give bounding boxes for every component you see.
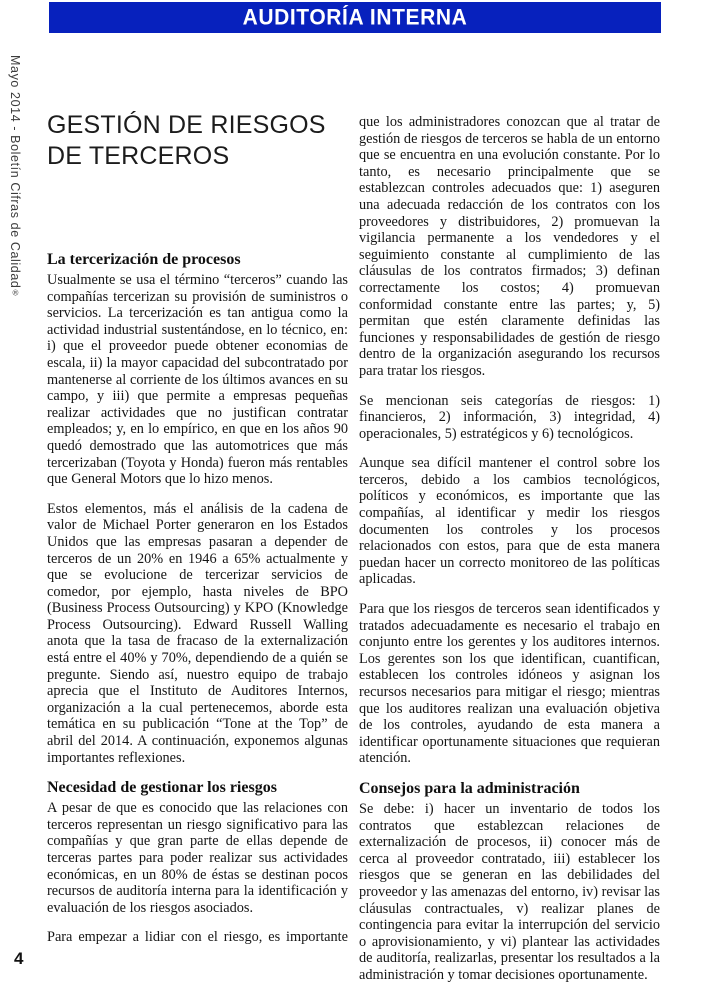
- paragraph-control-terceros: Aunque sea difícil mantener el control sobre los terceros, debido a los cambios tecnológicos, políticos y económicos, es importante que las compañías, al identificar y medir los riesgos documenten los controles y los procesos relacionados con estos, para que de esta manera puedan hacer un correcto monitoreo de las políticas aplicadas.: [359, 455, 660, 588]
- article-body: [47, 106, 660, 984]
- paragraph-consejos: Se debe: i) hacer un inventario de todos los contratos que establezcan relaciones de externalización de procesos, ii) conocer más de cerca al proveedor contratado, iii) establecer los riesgos que se generan en las debilidades del proveedor y las amenazas del entorno, iv) revisar las cláusulas contractuales, v) realizar planes de contingencia para evitar la interrupción del servicio o aprovisionamiento, y vi) plantear las actividades de auditoría, realizarlas, presentar los resultados a la administración y tomar decisiones oportunamente.: [359, 800, 660, 983]
- sidebar-vertical-imprint: [8, 55, 22, 298]
- paragraph-gerentes-auditores: Para que los riesgos de terceros sean identificados y tratados adecuadamente es necesario el trabajo en conjunto entre los gerentes y los auditores internos. Los gerentes son los que identifican, cuantifican, establecen los controles idóneos y asignan los recursos necesarios para mitigar el riesgo; mientras que los auditores realizan una evaluación objetiva de los controles, ayudando de esta manera a identificar oportunamente situaciones que requieran atención.: [359, 601, 660, 767]
- paragraph-necesidad-2-start: Para empezar a lidiar con el riesgo, es importante: [47, 929, 348, 946]
- header-banner: [49, 2, 661, 33]
- page-number: 4: [14, 949, 24, 968]
- section-heading-necesidad: Necesidad de gestionar los riesgos: [47, 779, 277, 797]
- sidebar-imprint-text: Mayo 2014 - Boletín Cifras de Calidad: [8, 55, 22, 289]
- paragraph-tercerizacion-1: Usualmente se usa el término “terceros” cuando las compañías tercerizan su provisión de suministros o servicios. La tercerización es tan antigua como la actividad industrial sustentándose, en lo técnico, en: i) que el proveedor puede obtener economias de escala, ii) la mayor capacidad del subcontratado por mantenerse al corriente de los últimos avances en su campo, y iii) que permite a empresas pequeñas realizar actividades que no justifican contratar empleados; y, en lo empírico, en que en los años 90 quedó demostrado que las automotrices que más tercerizaban (Toyota y Honda) fueron más rentables que General Motors que lo hizo menos.: [47, 272, 348, 488]
- right-column: [359, 106, 660, 984]
- article-title: GESTIÓN DE RIESGOS DE TERCEROS: [47, 111, 326, 170]
- section-heading-consejos: Consejos para la administración: [359, 779, 580, 797]
- paragraph-continuation: que los administradores conozcan que al tratar de gestión de riesgos de terceros se habla de un entorno que se encuentra en una evolución constante. Por lo tanto, es necesario principalmente que se establezcan controles adecuados que: 1) aseguren una adecuada redacción de los contratos con los proveedores y distribuidores, 2) promuevan la vigilancia permanente a los vendedores y el seguimiento constante al cumplimiento de las cláusulas de los contratos firmados; 3) definan correctamente los costos; 4) promuevan conformidad constante entre las partes; y, 5) permitan que estén claramente definidas las funciones y responsabilidades de gestión de riesgo dentro de la organización asegurando los recursos para tratar los riesgos.: [359, 114, 660, 379]
- registered-trademark-symbol: ®: [11, 288, 20, 299]
- left-column: [47, 106, 348, 984]
- paragraph-necesidad-1: A pesar de que es conocido que las relaciones con terceros representan un riesgo significativo para las compañías y que gran parte de ellas depende de terceras partes para poder realizar sus actividades económicas, en un 80% de éstas se destinan pocos recursos de auditoría interna para la identificación y evaluación de los riesgos asociados.: [47, 800, 348, 916]
- section-heading-tercerizacion: La tercerización de procesos: [47, 251, 241, 268]
- paragraph-tercerizacion-2: Estos elementos, más el análisis de la cadena de valor de Michael Porter generaron en los Estados Unidos que las empresas pasaran a depender de terceros de un 20% en 1946 a 65% actualmente y que se evolucione de tercerizar servicios de comedor, por ejemplo, hasta niveles de BPO (Business Process Outsourcing) y KPO (Knowledge Process Outsourcing). Edward Russell Walling anota que la tasa de fracaso de la externalización está entre el 40% y 70%, dependiendo de a quién se pregunte. Siendo así, nuestro equipo de trabajo aprecia que el Instituto de Auditores Internos, organización a la cual pertenecemos, aborde esta temática en su publicación “Tone at the Top” de abril del 2014. A continuación, exponemos algunas importantes reflexiones.: [47, 500, 348, 766]
- paragraph-categorias-riesgos: Se mencionan seis categorías de riesgos: 1) financieros, 2) información, 3) integridad, 4) operacionales, 5) estratégicos y 6) tecnológicos.: [359, 392, 660, 442]
- header-banner-title: AUDITORÍA INTERNA: [242, 4, 468, 30]
